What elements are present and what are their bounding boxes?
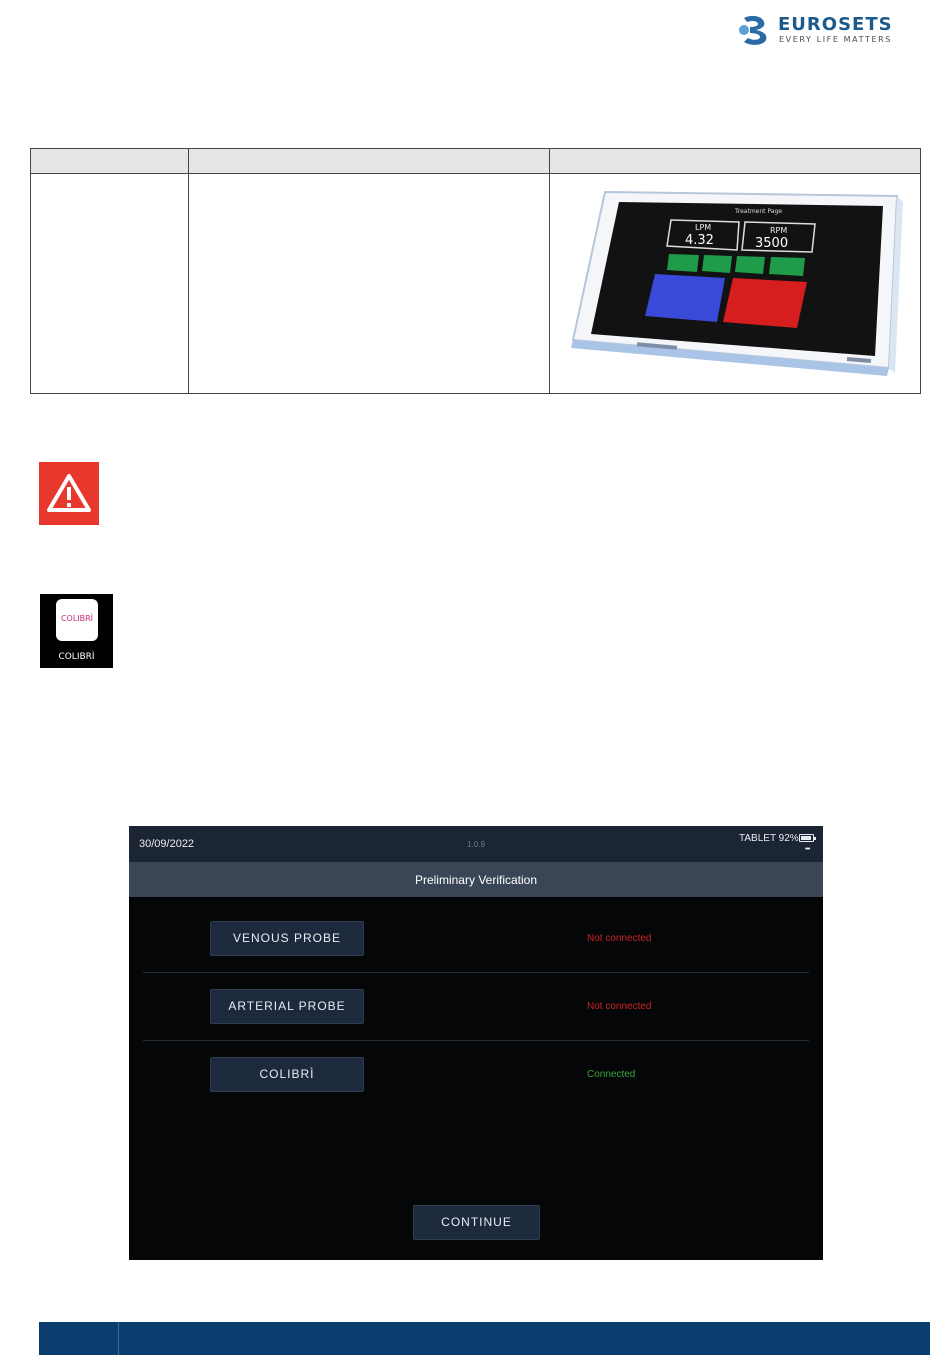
- app-icon-label: COLIBRÌ: [58, 652, 95, 662]
- table-row: [31, 174, 921, 394]
- eurosets-logo-mark: [738, 14, 772, 46]
- rpm-value: 3500: [755, 236, 789, 251]
- lpm-label: LPM: [695, 223, 712, 232]
- app-version: 1.0.9: [467, 840, 485, 849]
- table-header-row: [31, 149, 921, 174]
- probe-row: [143, 905, 809, 973]
- warning-triangle-icon: [39, 462, 99, 525]
- table-header-cell: [550, 149, 921, 174]
- status-date: 30/09/2022: [139, 838, 195, 850]
- colibri-app-icon: [40, 594, 113, 668]
- table-header-cell: [188, 149, 550, 174]
- table-cell: [31, 174, 189, 394]
- venous-probe-status: Not connected: [587, 933, 652, 944]
- warning-icon: [39, 462, 99, 525]
- tablet-page-title: Treatment Page: [735, 208, 783, 215]
- table-cell: [188, 174, 550, 394]
- page-title: Preliminary Verification: [414, 873, 538, 887]
- device-table: [30, 148, 921, 394]
- eurosets-logo: [738, 12, 918, 48]
- more-dots-icon[interactable]: •••: [805, 846, 810, 853]
- table-cell-image: [550, 174, 921, 394]
- brand-name: EUROSETS: [778, 14, 893, 35]
- probe-row: [143, 1041, 809, 1109]
- table-header-cell: [31, 149, 189, 174]
- tablet-device-image: [567, 188, 905, 380]
- footer-divider: [118, 1322, 119, 1355]
- colibri-button[interactable]: COLIBRÌ: [210, 1057, 364, 1092]
- title-bar: [129, 862, 823, 897]
- status-bar: [129, 826, 823, 862]
- brand-tagline: EVERY LIFE MATTERS: [779, 35, 892, 44]
- battery-icon: [799, 834, 814, 842]
- probe-row: [143, 973, 809, 1041]
- app-icon-tile-text: COLIBRÌ: [60, 614, 94, 623]
- app-screenshot: [129, 826, 823, 1260]
- app-icon-tile: [56, 599, 98, 641]
- arterial-probe-button[interactable]: ARTERIAL PROBE: [210, 989, 364, 1024]
- colibri-status: Connected: [587, 1069, 636, 1080]
- venous-probe-button[interactable]: VENOUS PROBE: [210, 921, 364, 956]
- rpm-label: RPM: [770, 226, 788, 235]
- footer-bar: [39, 1322, 930, 1355]
- tablet-battery-status: TABLET 92%: [739, 833, 799, 844]
- continue-button[interactable]: CONTINUE: [413, 1205, 540, 1240]
- lpm-value: 4.32: [685, 233, 715, 248]
- arterial-probe-status: Not connected: [587, 1001, 652, 1012]
